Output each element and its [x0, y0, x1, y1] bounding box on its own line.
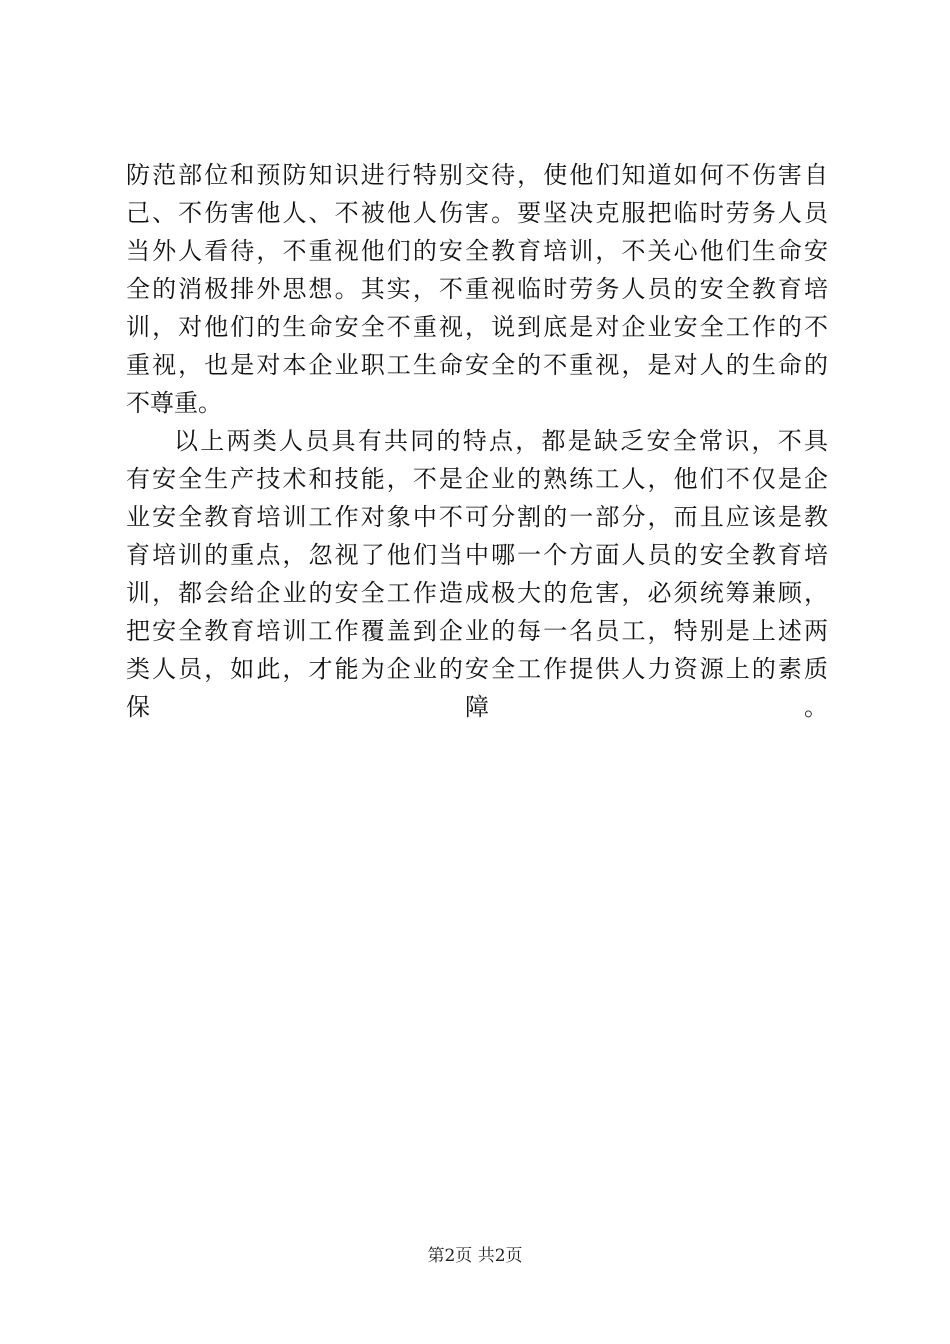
text-line [126, 726, 828, 764]
text-line: 己、不伤害他人、不被他人伤害。要坚决克服把临时劳务人员 [126, 199, 828, 227]
text-line: 类人员，如此，才能为企业的安全工作提供人力资源上的素质 [126, 655, 828, 683]
text-line-indented: 以上两类人员具有共同的特点，都是缺乏安全常识，不具 [174, 427, 828, 455]
text-line: 育培训的重点，忽视了他们当中哪一个方面人员的安全教育培 [126, 541, 828, 569]
text-line: 训，都会给企业的安全工作造成极大的危害，必须统筹兼顾， [126, 579, 828, 607]
text-line: 全的消极排外思想。其实，不重视临时劳务人员的安全教育培 [126, 275, 828, 303]
body-text [126, 156, 828, 764]
text-line: 防范部位和预防知识进行特别交待，使他们知道如何不伤害自 [126, 161, 828, 189]
paragraph-1 [126, 156, 828, 422]
text-line: 把安全教育培训工作覆盖到企业的每一名员工，特别是上述两 [126, 617, 828, 645]
text-line: 当外人看待，不重视他们的安全教育培训，不关心他们生命安 [126, 237, 828, 265]
text-line: 业安全教育培训工作对象中不可分割的一部分，而且应该是教 [126, 503, 828, 531]
paragraph-2 [126, 422, 828, 764]
text-line: 有安全生产技术和技能，不是企业的熟练工人，他们不仅是企 [126, 465, 828, 493]
text-line: 不尊重。 [126, 389, 222, 417]
text-line: 保障。 [126, 693, 828, 721]
page-footer: 第2页 共2页 [427, 1246, 523, 1266]
text-line: 重视，也是对本企业职工生命安全的不重视，是对人的生命的 [126, 351, 828, 379]
text-line: 训，对他们的生命安全不重视，说到底是对企业安全工作的不 [126, 313, 828, 341]
